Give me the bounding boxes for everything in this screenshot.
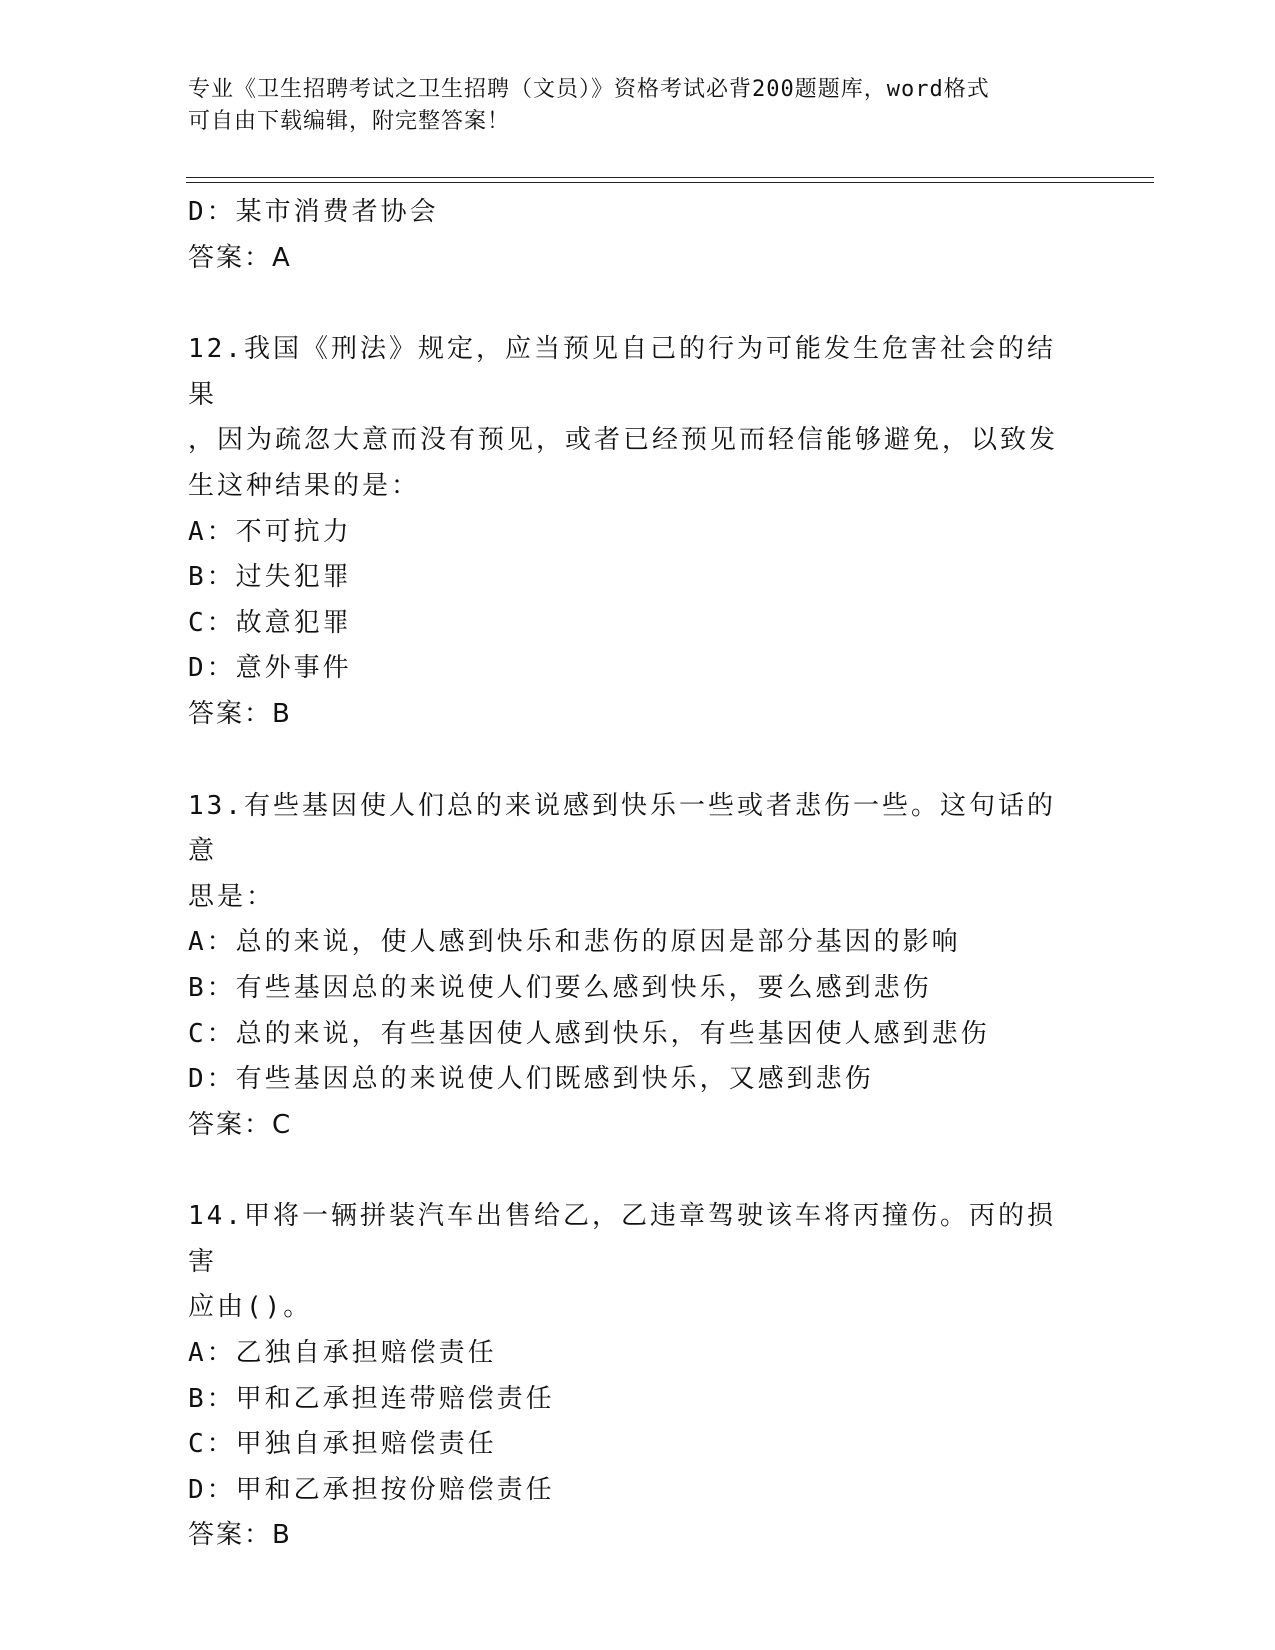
question-stem-line: 应由()。 (188, 1292, 313, 1323)
option-a: A：不可抗力 (188, 516, 352, 547)
question-stem-line: 13.有些基因使人们总的来说感到快乐一些或者悲伤一些。这句话的意 (188, 790, 1056, 867)
option-b: B：有些基因总的来说使人们要么感到快乐，要么感到悲伤 (188, 972, 932, 1003)
question-stem-line: 12.我国《刑法》规定，应当预见自己的行为可能发生危害社会的结果 (188, 334, 1056, 410)
question-13 (188, 784, 1068, 1149)
previous-question-tail (188, 190, 1068, 281)
answer: 答案：C (188, 1109, 293, 1140)
header-line-2: 可自由下载编辑，附完整答案！ (188, 109, 511, 134)
question-stem-line: ，因为疏忽大意而没有预见，或者已经预见而轻信能够避免，以致发 (188, 425, 1059, 456)
spacer (188, 1148, 1068, 1194)
answer: 答案：A (188, 242, 292, 273)
question-stem-line: 14.甲将一辆拼装汽车出售给乙，乙违章驾驶该车将丙撞伤。丙的损害 (188, 1201, 1056, 1277)
answer: 答案：B (188, 1520, 292, 1551)
document-header (188, 74, 1068, 138)
header-line-1: 专业《卫生招聘考试之卫生招聘（文员）》资格考试必背200题题库，word格式 (188, 77, 990, 102)
option-b: B：过失犯罪 (188, 562, 352, 593)
question-stem-line: 思是： (188, 881, 276, 912)
option-d: D：有些基因总的来说使人们既感到快乐，又感到悲伤 (188, 1064, 874, 1095)
option-c: C：甲独自承担赔偿责任 (188, 1429, 497, 1460)
option-d: D：意外事件 (188, 653, 352, 684)
option-a: A：乙独自承担赔偿责任 (188, 1338, 497, 1369)
option-d: D：甲和乙承担按份赔偿责任 (188, 1474, 555, 1505)
answer: 答案：B (188, 698, 292, 729)
option-c: C：总的来说，有些基因使人感到快乐，有些基因使人感到悲伤 (188, 1018, 990, 1049)
option-a: A：总的来说，使人感到快乐和悲伤的原因是部分基因的影响 (188, 927, 961, 958)
question-14 (188, 1194, 1068, 1559)
question-12 (188, 327, 1068, 737)
spacer (188, 738, 1068, 784)
option-c: C：故意犯罪 (188, 607, 352, 638)
header-divider (186, 177, 1154, 183)
question-stem-line: 生这种结果的是： (188, 470, 421, 501)
option-b: B：甲和乙承担连带赔偿责任 (188, 1383, 555, 1414)
option-d: D：某市消费者协会 (188, 197, 439, 227)
spacer (188, 281, 1068, 327)
question-list (188, 190, 1068, 1559)
